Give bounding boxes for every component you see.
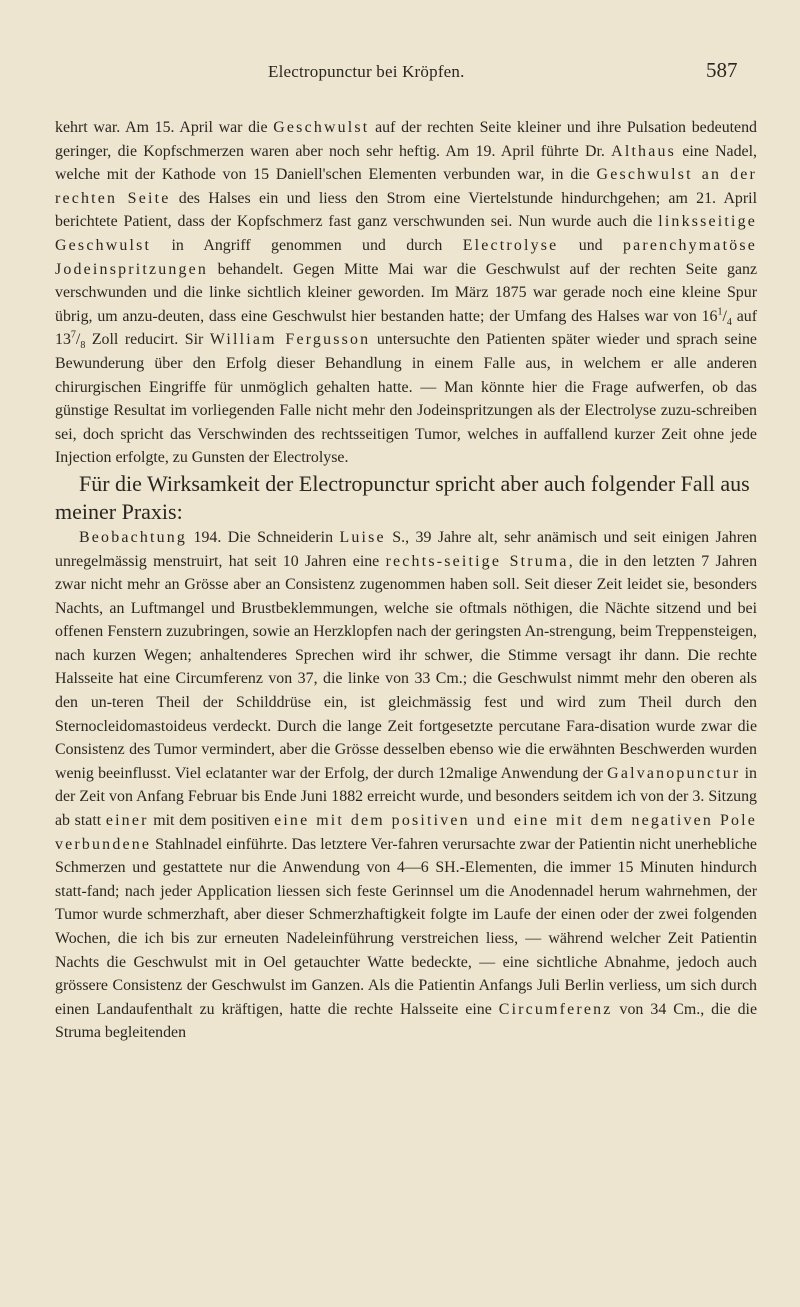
text-run: , die in den letzten 7 Jahren zwar nicht mehr an Grösse aber an Consistenz zugenommen haben soll. Seit dieser Zeit leidet sie, besonders Nachts, an Luftmangel und Brustbeklemmungen, welche sie oftmals nöthigen, die Nächte sitzend und bei offenen Fenstern zuzubringen, sowie an Herzklopfen nach der geringsten An-strengung, beim Treppensteigen, nach kurzen Wegen; anhaltenderes Sprechen wird ihr schwer, die Stimme versagt ihr dann. Die rechte Halsseite hat eine Circumferenz von 37, die linke von 33 Cm.; die Geschwulst nimmt mehr den oberen als den un-teren Theil der Schilddrüse ein, ist gleichmässig fest und wird zum Theil durch den Sternocleidomastoideus verdeckt. Durch die lange Zeit fortgesetzte percutane Fara-disation wurde zwar die Consistenz des Tumor vermindert, aber die Grösse desselben ebenso wie die erwähnten Beschwerden wurden wenig beeinflusst. Viel eclatanter war der Erfolg, der durch 12malige Anwendung der bbox=[55, 552, 758, 782]
text-run: auf der rechten Seite kleiner und ihre Pulsation bedeutend geringer, die Kopfschmerzen waren aber noch sehr heftig. Am 19. April führte Dr. bbox=[55, 119, 757, 160]
text-run: S., 39 Jahre alt, sehr anämisch und seit einigen Jahren unregelmässig menstruirt, hat seit 10 Jahren eine bbox=[55, 528, 757, 570]
spaced-term: Geschwulst an der rechten Seite bbox=[55, 166, 758, 207]
text-run: auf 13 bbox=[55, 307, 757, 349]
spaced-term: rechts-seitige Struma bbox=[385, 552, 569, 570]
page-number: 587 bbox=[706, 58, 738, 82]
text-run: in der Zeit von Anfang Februar bis Ende Juni 1882 erreicht wurde, und besonders seitdem ich von der 3. Sitzung ab statt bbox=[55, 764, 757, 830]
text-run: behandelt. Gegen Mitte Mai war die Geschwulst auf der rechten Seite ganz verschwunden und die linke sichtlich kleiner geworden. Im März 1875 war gerade noch eine kleine Spur übrig, um anzu-deuten, dass eine Geschwulst hier bestanden hatte; der Umfang des Halses war von 16 bbox=[55, 260, 757, 325]
spaced-term: linksseitige Geschwulst bbox=[55, 213, 757, 254]
page-body bbox=[55, 116, 757, 1045]
text-run: Zoll reducirt. Sir bbox=[85, 331, 210, 349]
spaced-term: eine mit dem positiven und eine mit dem negativen Pole verbundene bbox=[55, 812, 757, 853]
spaced-term: Electrolyse bbox=[462, 236, 559, 254]
fraction-numerator: 7 bbox=[70, 330, 76, 342]
running-title: Electropunctur bei Kröpfen. bbox=[268, 62, 465, 81]
text-run: in Angriff genommen und durch bbox=[151, 236, 463, 254]
spaced-term: Galvanopunctur bbox=[607, 764, 741, 782]
text-run: und bbox=[558, 236, 623, 254]
spaced-term: parenchymatöse Jodeinspritzungen bbox=[55, 236, 758, 278]
person-name: Luise bbox=[339, 528, 386, 546]
fraction-denominator: 4 bbox=[726, 316, 732, 328]
spaced-term: Geschwulst bbox=[273, 119, 370, 136]
paragraph-althaus-case: kehrt war. Am 15. April war die Geschwulst auf der rechten Seite kleiner und ihre Pulsation bedeutend geringer, die Kopfschmerzen waren aber noch sehr heftig. Am 19. April führte Dr. Althaus eine Nadel, welche mit der Kathode von 15 Daniell'schen Elementen verbunden war, in die Geschwulst an der rechten Seite des Halses ein und liess den Strom eine Viertelstunde hindurchgehen; am 21. April berichtete Patient, dass der Kopfschmerz fast ganz verschwunden sei. Nun wurde auch die linksseitige Geschwulst in Angriff genommen und durch Electrolyse und parenchymatöse Jodeinspritzungen behandelt. Gegen Mitte Mai war die Geschwulst auf der rechten Seite ganz verschwunden und die linke sichtlich kleiner geworden. Im März 1875 war gerade noch eine kleine Spur übrig, um anzu-deuten, dass eine Geschwulst hier bestanden hatte; der Umfang des Halses war von $16^1/_4$ auf $13^7/_8$ Zoll reducirt. Sir William Fergusson untersuchte den Patienten später wieder und sprach seine Bewunderung über den Erfolg dieser Behandlung in einem Falle aus, in welchem er alle anderen chirurgischen Eingriffe für unmöglich gehalten hatte. — Man könnte hier die Frage aufwerfen, ob das günstige Resultat im vorliegenden Falle nicht mehr den Jodeinspritzungen als der Electrolyse zuzu-schreiben sei, doch spricht das Verschwinden des rechtsseitigen Tumor, welches in auffallend kurzer Zeit ohne jede Injection erfolgte, zu Gunsten der Electrolyse. bbox=[55, 119, 758, 467]
text-run: mit dem positiven bbox=[148, 812, 275, 830]
person-name: William Fergusson bbox=[209, 331, 371, 349]
fraction-denominator: 8 bbox=[80, 340, 86, 352]
spaced-term: einer bbox=[105, 812, 149, 830]
section-heading: Für die Wirksamkeit der Electropunctur spricht aber auch folgender Fall aus meiner Praxis: bbox=[55, 470, 750, 524]
text-run: kehrt war. Am 15. April war die bbox=[55, 119, 274, 136]
text-run: Stahlnadel einführte. Das letztere Ver-fahren verursachte zwar der Patientin nicht unerhebliche Schmerzen und gestattete nur die Anwendung von 4—6 SH.-Elementen, die immer 15 Minuten hindurch statt-fand; nach jeder Application liessen sich feste Gerinnsel um die Anodennadel herum wahrnehmen, der Tumor wurde schmerzhaft, aber dieser Schmerzhaftigkeit folgte im Laufe der einen oder der zwei folgenden Wochen, die ich bis zur erneuten Nadeleinführung verstreichen liess, — während welcher Zeit Patientin Nachts die Geschwulst mit in Oel getauchter Watte bedeckte, — eine sichtliche Abnahme, jedoch auch grössere Consistenz der Geschwulst im Ganzen. Als die Patientin Anfangs Juli Berlin verliess, um sich durch einen Landaufenthalt zu kräftigen, hatte die rechte Halsseite eine bbox=[55, 835, 757, 1018]
text-run: untersuchte den Patienten später wieder und sprach seine Bewunderung über den Erfolg dieser Behandlung in einem Falle aus, in welchem er alle anderen chirurgischen Eingriffe für unmöglich gehalten hatte. — Man könnte hier die Frage aufwerfen, ob das günstige Resultat im vorliegenden Falle nicht mehr den Jodeinspritzungen als der Electrolyse zuzu-schreiben sei, doch spricht das Verschwinden des rechtsseitigen Tumor, welches in auffallend kurzer Zeit ohne jede Injection erfolgte, zu Gunsten der Electrolyse. bbox=[55, 331, 757, 467]
text-run: 194. Die Schneiderin bbox=[187, 528, 340, 546]
spaced-term: Beobachtung bbox=[79, 528, 188, 546]
text-run: eine Nadel, welche mit der Kathode von 15 Daniell'schen Elementen verbunden war, in die bbox=[55, 142, 757, 184]
text-run: von 34 Cm., die die Struma begleitenden bbox=[55, 1000, 757, 1042]
fraction-numerator: 1 bbox=[717, 306, 723, 318]
paragraph-observation-194 bbox=[55, 526, 757, 1045]
text-run: des Halses ein und liess den Strom eine Viertelstunde hindurchgehen; am 21. April berichtete Patient, dass der Kopfschmerz fast ganz verschwunden sei. Nun wurde auch die bbox=[55, 189, 757, 231]
person-name: Althaus bbox=[611, 142, 676, 160]
spaced-term: Circumferenz bbox=[498, 1000, 613, 1018]
